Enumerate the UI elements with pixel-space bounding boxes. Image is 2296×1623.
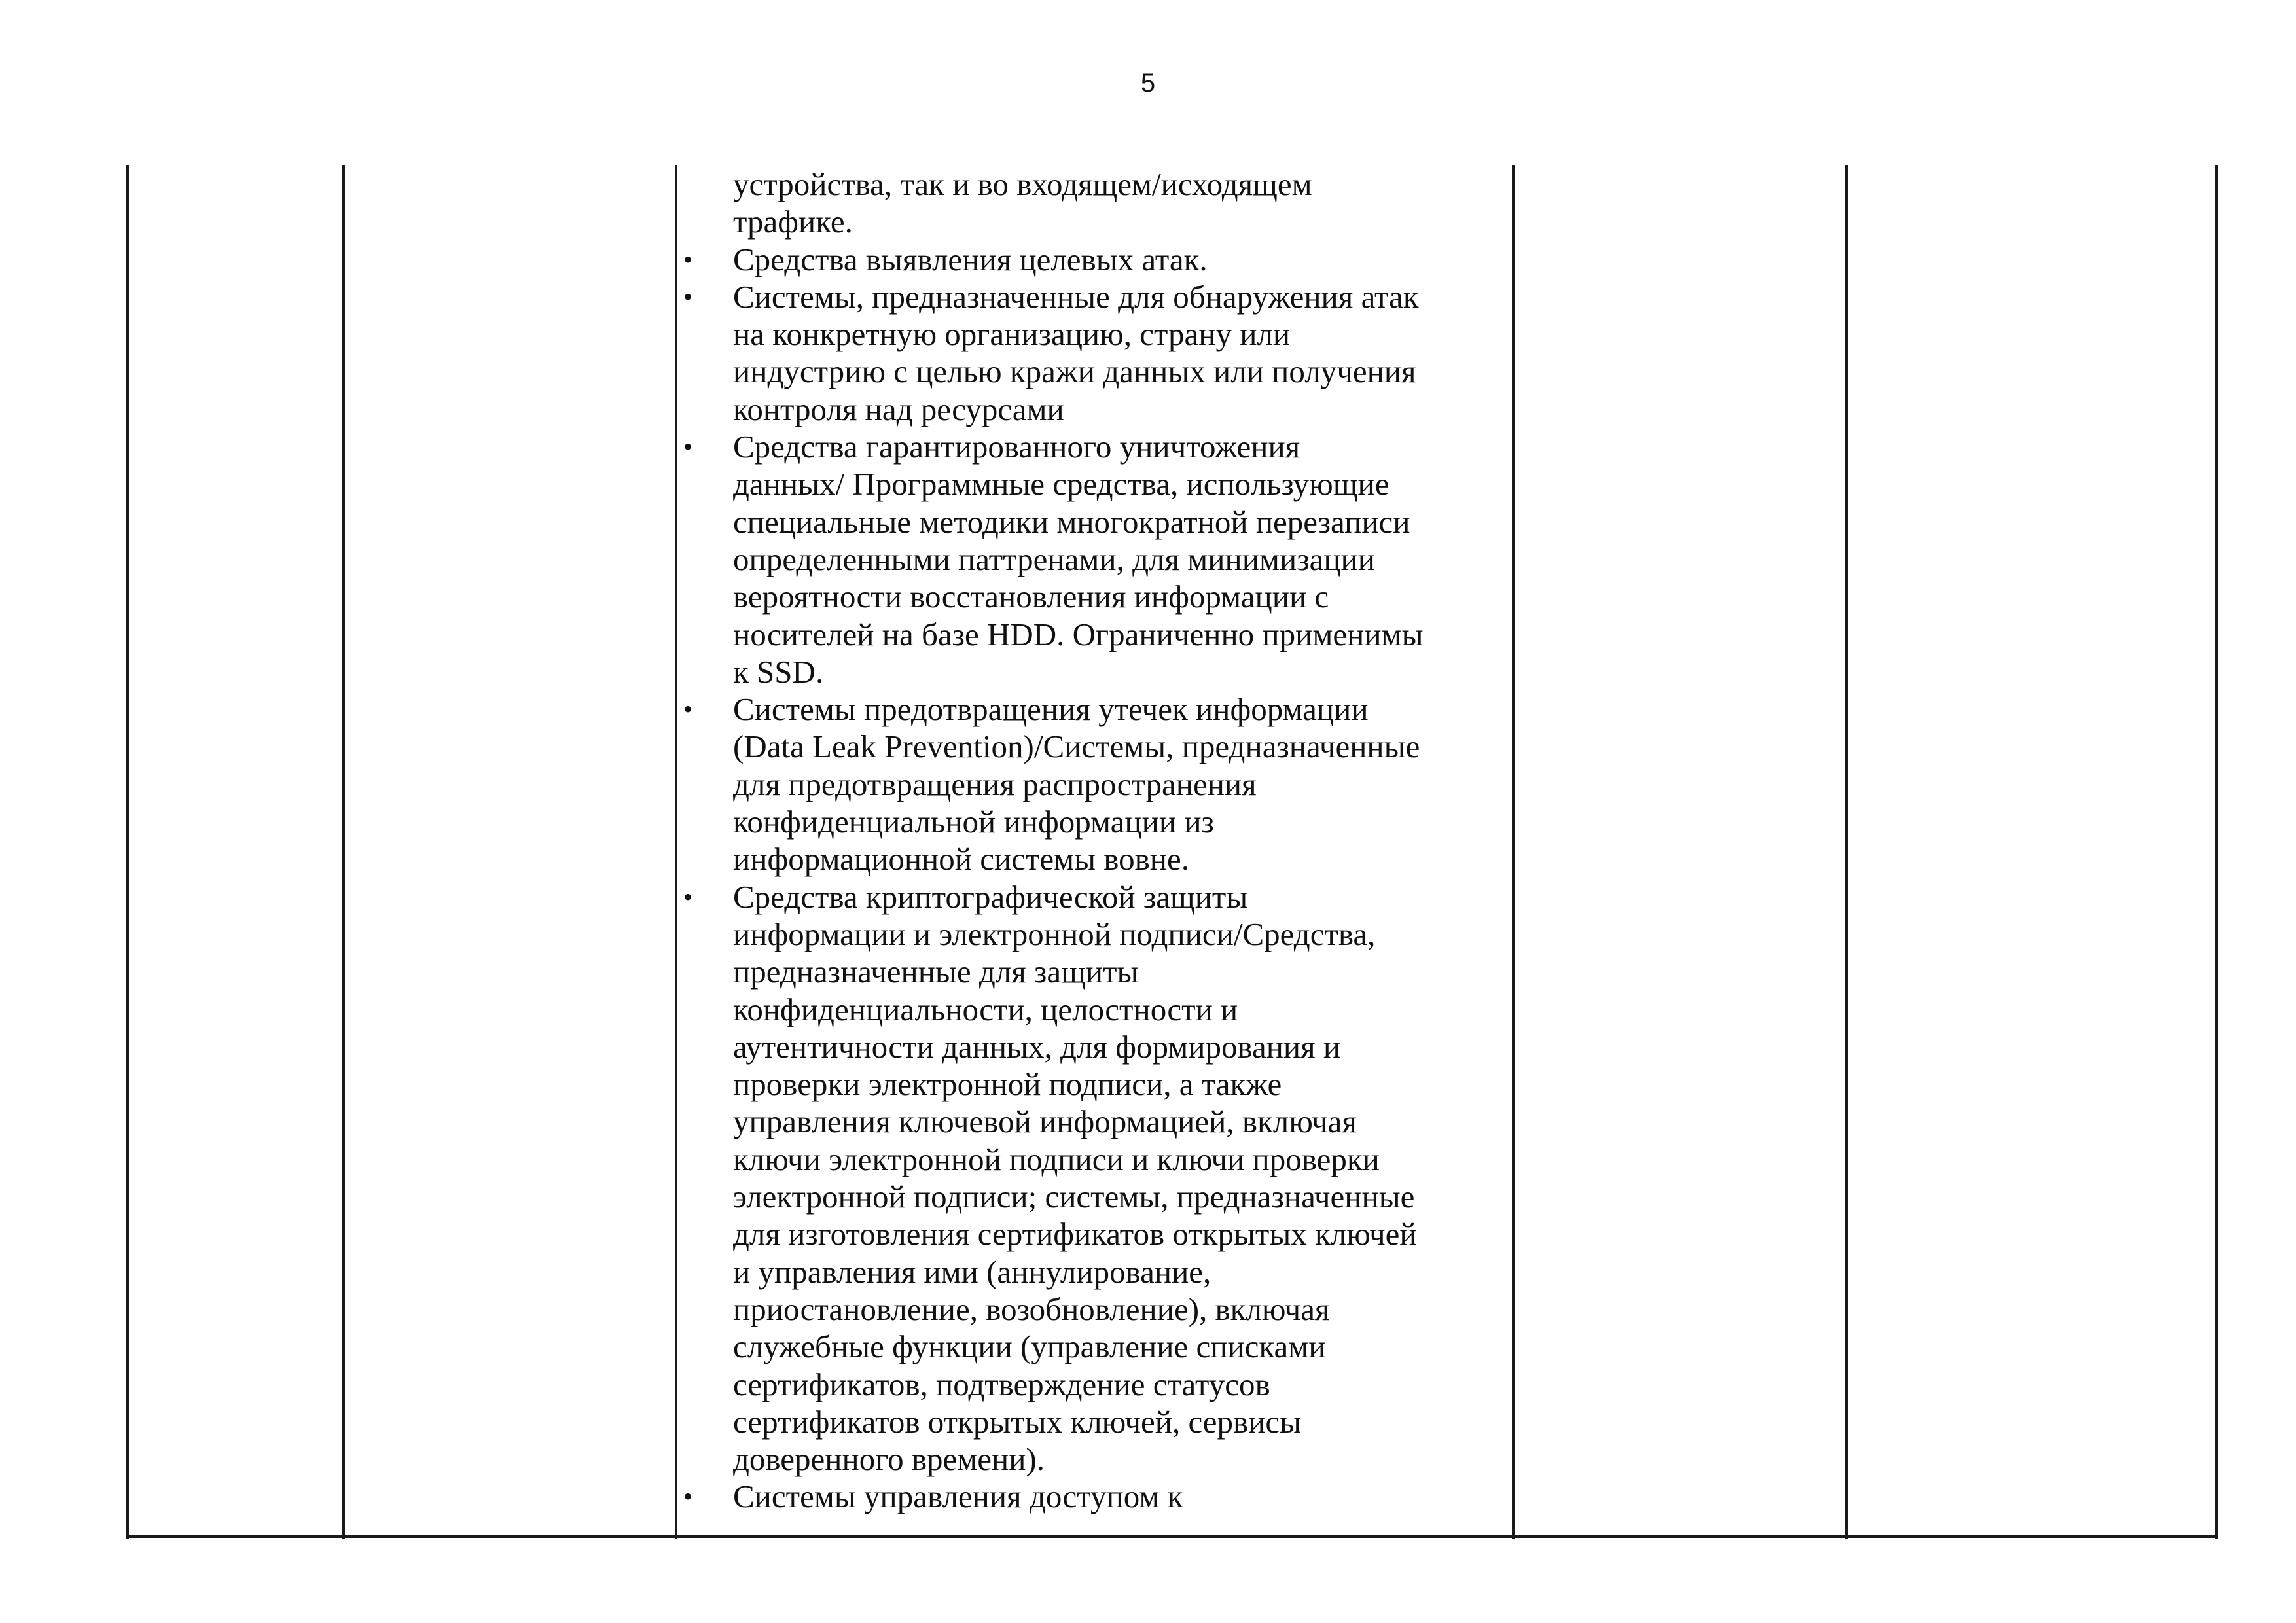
item-text-line: информационной системы вовне. — [733, 841, 1189, 878]
item-text-line: ключи электронной подписи и ключи проверки — [733, 1141, 1380, 1177]
page-number: 5 — [1140, 69, 1156, 98]
bullet-icon: • — [683, 694, 693, 724]
item-text-line: и управления ими (аннулирование, — [733, 1253, 1211, 1290]
item-text-line: трафике. — [733, 204, 853, 240]
item-text-line: управления ключевой информацией, включая — [733, 1103, 1357, 1140]
list-item — [683, 1478, 1505, 1515]
item-text-line: контроля над ресурсами — [733, 391, 1064, 427]
list-item — [683, 278, 1505, 428]
list-item — [683, 241, 1505, 278]
item-text-line: сертификатов, подтверждение статусов — [733, 1366, 1270, 1402]
item-text-line: данных/ Программные средства, использующие — [733, 466, 1390, 503]
column-divider-2 — [675, 165, 677, 1539]
item-text-line: Средства криптографической защиты — [733, 878, 1248, 915]
item-text-line: приостановление, возобновление), включая — [733, 1291, 1330, 1327]
bullet-icon: • — [683, 281, 693, 312]
column-divider-1 — [342, 165, 345, 1539]
column-divider-4 — [1845, 165, 1848, 1539]
item-text-line: специальные методики многократной перезаписи — [733, 503, 1410, 540]
item-text-line: индустрию с целью кражи данных или получения — [733, 353, 1416, 390]
bullet-icon: • — [683, 432, 693, 462]
item-text-line: Средства гарантированного уничтожения — [733, 429, 1300, 465]
item-text-line: конфиденциальной информации из — [733, 804, 1214, 840]
item-text-line: сертификатов открытых ключей, сервисы — [733, 1403, 1302, 1440]
list-item — [733, 166, 1505, 241]
table-border-left — [126, 165, 129, 1539]
item-text-line: электронной подписи; системы, предназначенные — [733, 1179, 1415, 1215]
item-text-line: Системы, предназначенные для обнаружения атак — [733, 278, 1419, 315]
item-list — [683, 166, 1505, 1516]
item-text-line: предназначенные для защиты — [733, 954, 1139, 990]
item-text-line: устройства, так и во входящем/исходящем — [733, 166, 1312, 202]
list-item — [683, 690, 1505, 878]
item-text-line: проверки электронной подписи, а также — [733, 1066, 1282, 1103]
item-text-line: Средства выявления целевых атак. — [733, 241, 1208, 277]
table-border-bottom — [128, 1535, 2218, 1538]
item-text-line: Системы предотвращения утечек информации — [733, 691, 1369, 728]
bullet-icon: • — [683, 244, 693, 274]
item-text-line: доверенного времени). — [733, 1441, 1045, 1478]
list-item — [683, 428, 1505, 690]
item-text-line: для предотвращения распространения — [733, 766, 1257, 802]
bullet-icon: • — [683, 882, 693, 912]
item-text-line: служебные функции (управление списками — [733, 1329, 1326, 1365]
item-text-line: конфиденциальности, целостности и — [733, 991, 1238, 1027]
item-text-line: носителей на базе HDD. Ограниченно применимы — [733, 616, 1424, 652]
column-divider-3 — [1512, 165, 1515, 1539]
item-text-line: для изготовления сертификатов открытых ключей — [733, 1216, 1417, 1253]
item-text-line: Системы управления доступом к — [733, 1478, 1183, 1515]
list-item — [683, 878, 1505, 1478]
item-text-line: (Data Leak Prevention)/Системы, предназначенные — [733, 728, 1420, 765]
item-text-line: аутентичности данных, для формирования и — [733, 1028, 1341, 1065]
bullet-icon: • — [683, 1482, 693, 1512]
table-border-right — [2215, 165, 2218, 1539]
item-text-line: информации и электронной подписи/Средства, — [733, 916, 1376, 952]
item-text-line: определенными паттренами, для минимизации — [733, 541, 1375, 577]
item-text-line: к SSD. — [733, 653, 824, 690]
item-text-line: на конкретную организацию, страну или — [733, 316, 1291, 353]
item-text-line: вероятности восстановления информации с — [733, 579, 1329, 615]
